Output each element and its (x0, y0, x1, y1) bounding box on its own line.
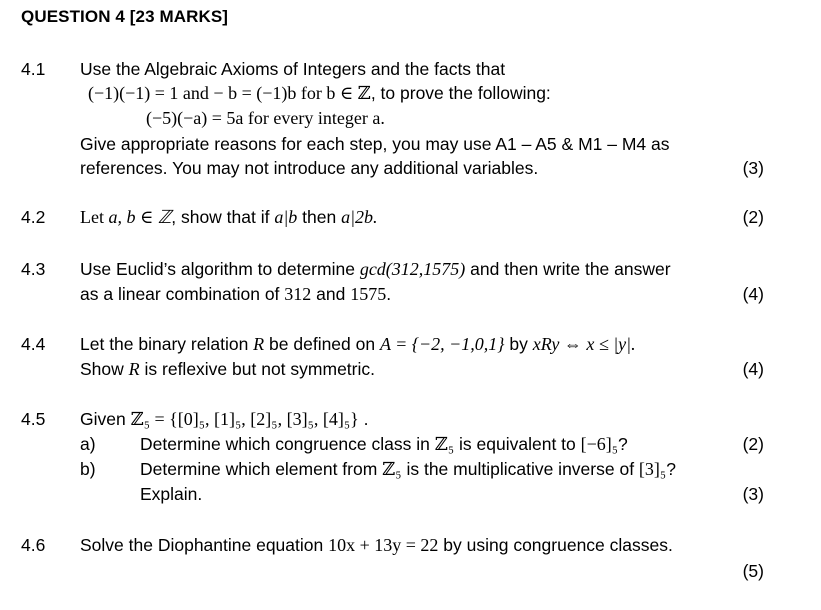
q45-a-text-1: Determine which congruence class in (140, 434, 435, 454)
q44-math-2: A = {−2, −1,0,1} (379, 334, 505, 354)
q44-text-1: Let the binary relation (80, 334, 254, 354)
q44-text-2: be defined on (264, 334, 380, 354)
q44-math-1: R (253, 334, 265, 354)
q45-a-label: a) (80, 434, 96, 454)
q43-text-2: and then write the answer (465, 259, 671, 279)
q45-a-math-2: [−6]₅ (580, 434, 619, 454)
q45-a-text-3: ? (618, 434, 628, 454)
q43-math-1: gcd(312,1575) (359, 259, 466, 279)
q46-line (80, 535, 673, 556)
q43-line2 (80, 284, 391, 305)
q44-marks: (4) (742, 359, 764, 379)
q42-number: 4.2 (21, 207, 46, 227)
q42-math-2: a|b (274, 207, 298, 227)
q46-text-2: by using congruence classes. (438, 535, 673, 555)
q42-math-3: a|2b. (341, 207, 378, 227)
q45-math-1: ℤ₅ = {[0]₅, [1]₅, [2]₅, [3]₅, [4]₅} (130, 409, 359, 429)
q43-math-2: 312 (284, 284, 312, 304)
q45-b-text-2: is the multiplicative inverse of (401, 459, 639, 479)
q42-text-2: , show that if (171, 207, 275, 227)
q43-text-4: and (311, 284, 351, 304)
q46-number: 4.6 (21, 535, 46, 555)
q45-a-text-2: is equivalent to (454, 434, 581, 454)
q41-line2-text: , to prove the following: (370, 83, 551, 103)
q43-marks: (4) (742, 284, 764, 304)
q41-line3-math: (−5)(−a) = 5a for every integer a. (146, 108, 385, 128)
q44-math-3: xRy ⇔ x ≤ |y|. (532, 334, 636, 354)
q45-number: 4.5 (21, 409, 46, 429)
q45-a-math-1: ℤ₅ (434, 434, 455, 454)
q45-text-1: Given (80, 409, 131, 429)
q43-text-1: Use Euclid’s algorithm to determine (80, 259, 360, 279)
q41-line1: Use the Algebraic Axioms of Integers and the facts that (80, 59, 506, 79)
q43-math-3: 1575 (350, 284, 387, 304)
q41-line2-math: (−1)(−1) = 1 and − b = (−1)b for b ∈ ℤ (88, 83, 371, 103)
q43-number: 4.3 (21, 259, 46, 279)
q44-text-5: is reflexive but not symmetric. (139, 359, 375, 379)
q41-line4: Give appropriate reasons for each step, you may use A1 – A5 & M1 – M4 as (80, 134, 670, 154)
q46-text-1: Solve the Diophantine equation (80, 535, 329, 555)
q44-line1 (80, 334, 636, 355)
q44-math-4: R (128, 359, 140, 379)
q41-number: 4.1 (21, 59, 46, 79)
q45-b-text-1: Determine which element from (140, 459, 383, 479)
q42-line (80, 207, 378, 228)
q46-marks: (5) (742, 561, 764, 581)
q41-marks: (3) (742, 158, 764, 178)
q42-math-1: a, b ∈ ℤ (108, 207, 172, 227)
q45-b-explain: Explain. (140, 484, 203, 504)
q44-number: 4.4 (21, 334, 46, 354)
q45-b-math-1: ℤ₅ (382, 459, 402, 479)
q45-b-label: b) (80, 459, 96, 479)
q45-text-2: . (358, 409, 369, 429)
q46-math-1: 10x + 13y = 22 (328, 535, 439, 555)
q45-a-marks: (2) (742, 434, 764, 454)
q43-line1 (80, 259, 671, 280)
q45-b-marks: (3) (742, 484, 764, 504)
q44-text-3: by (504, 334, 533, 354)
q45-b-math-2: [3]₅ (638, 459, 667, 479)
q44-text-4: Show (80, 359, 129, 379)
q43-text-3: as a linear combination of (80, 284, 285, 304)
q42-text-1: Let (80, 207, 109, 227)
q42-text-3: then (297, 207, 342, 227)
q45-a-line (140, 434, 628, 455)
q41-line5: references. You may not introduce any additional variables. (80, 158, 539, 178)
q45-line1 (80, 409, 368, 430)
q44-line2 (80, 359, 375, 380)
q45-b-line (140, 459, 676, 480)
q41-line2 (88, 83, 551, 104)
q42-marks: (2) (742, 207, 764, 227)
q45-b-text-3: ? (666, 459, 676, 479)
question-title: QUESTION 4 [23 MARKS] (21, 7, 229, 26)
q43-text-5: . (386, 284, 392, 304)
